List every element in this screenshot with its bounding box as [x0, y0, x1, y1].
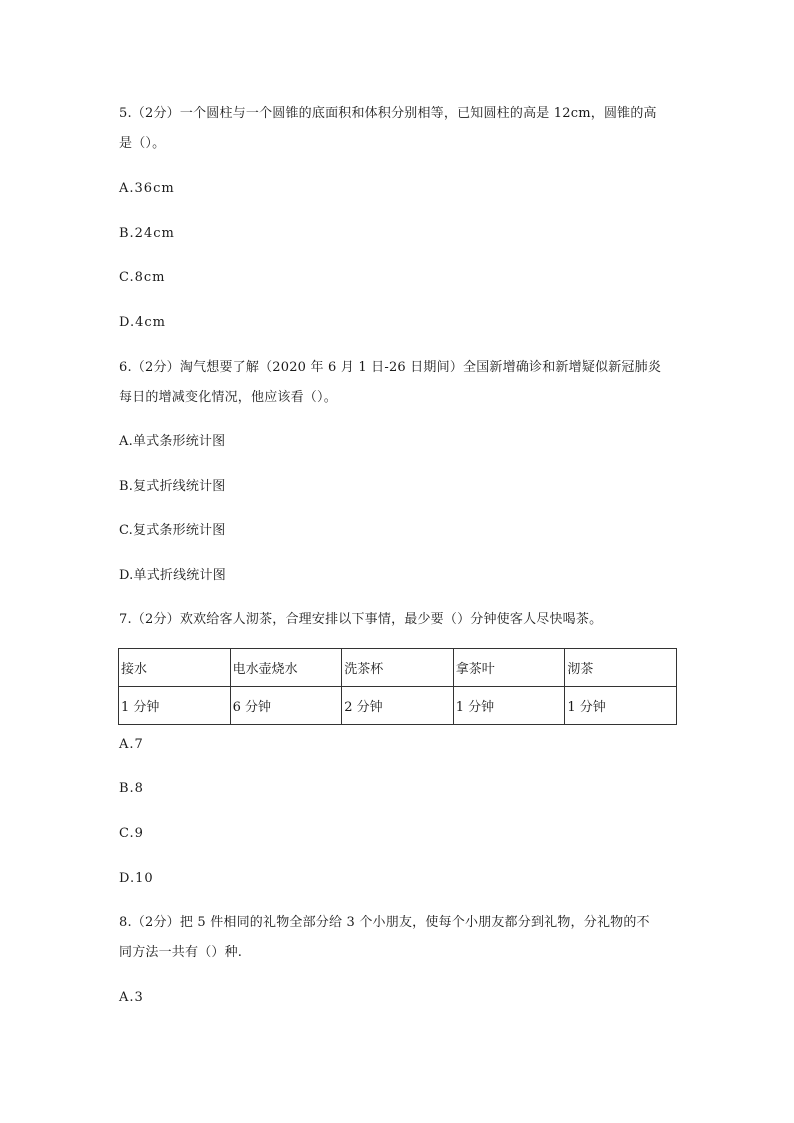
question-7-option-b: B.8 [119, 781, 144, 796]
table-cell: 沏茶 [565, 649, 677, 687]
question-8-stem-line-1: 8.（2分）把 5 件相同的礼物全部分给 3 个小朋友，使每个小朋友都分到礼物，分礼物的不 [119, 915, 650, 930]
table-row [119, 687, 677, 725]
question-5-option-b: B.24cm [119, 226, 175, 241]
question-6-option-c: C.复式条形统计图 [119, 523, 226, 538]
table-cell: 拿茶叶 [453, 649, 565, 687]
table-cell: 1 分钟 [565, 687, 677, 725]
question-7-option-a: A.7 [119, 737, 144, 752]
table-cell: 1 分钟 [119, 687, 231, 725]
table-header-row [119, 649, 677, 687]
question-7-stem-line-1: 7.（2分）欢欢给客人沏茶，合理安排以下事情，最少要（）分钟使客人尽快喝茶。 [119, 612, 603, 627]
question-5-option-c: C.8cm [119, 270, 166, 285]
question-6-option-b: B.复式折线统计图 [119, 479, 226, 494]
table-cell: 电水壶烧水 [230, 649, 342, 687]
tea-steps-table [118, 648, 677, 725]
question-6-option-d: D.单式折线统计图 [119, 568, 226, 583]
question-6-stem-line-2: 每日的增减变化情况，他应该看（）。 [119, 390, 337, 405]
question-5-option-d: D.4cm [119, 315, 166, 330]
question-7-option-d: D.10 [119, 871, 154, 886]
table-cell: 接水 [119, 649, 231, 687]
question-7-option-c: C.9 [119, 826, 144, 841]
table-cell: 1 分钟 [453, 687, 565, 725]
table-cell: 洗茶杯 [342, 649, 454, 687]
question-8-option-a: A.3 [119, 990, 144, 1005]
question-5-stem-line-2: 是（）。 [119, 136, 166, 151]
table-cell: 6 分钟 [230, 687, 342, 725]
question-5-option-a: A.36cm [119, 181, 175, 196]
question-8-stem-line-2: 同方法一共有（）种. [119, 945, 243, 960]
question-5-stem-line-1: 5.（2分）一个圆柱与一个圆锥的底面积和体积分别相等，已知圆柱的高是 12cm，圆锥的高 [119, 106, 657, 121]
question-6-stem-line-1: 6.（2分）淘气想要了解（2020 年 6 月 1 日-26 日期间）全国新增确诊和新增疑似新冠肺炎 [119, 360, 662, 375]
table-cell: 2 分钟 [342, 687, 454, 725]
question-6-option-a: A.单式条形统计图 [119, 434, 226, 449]
